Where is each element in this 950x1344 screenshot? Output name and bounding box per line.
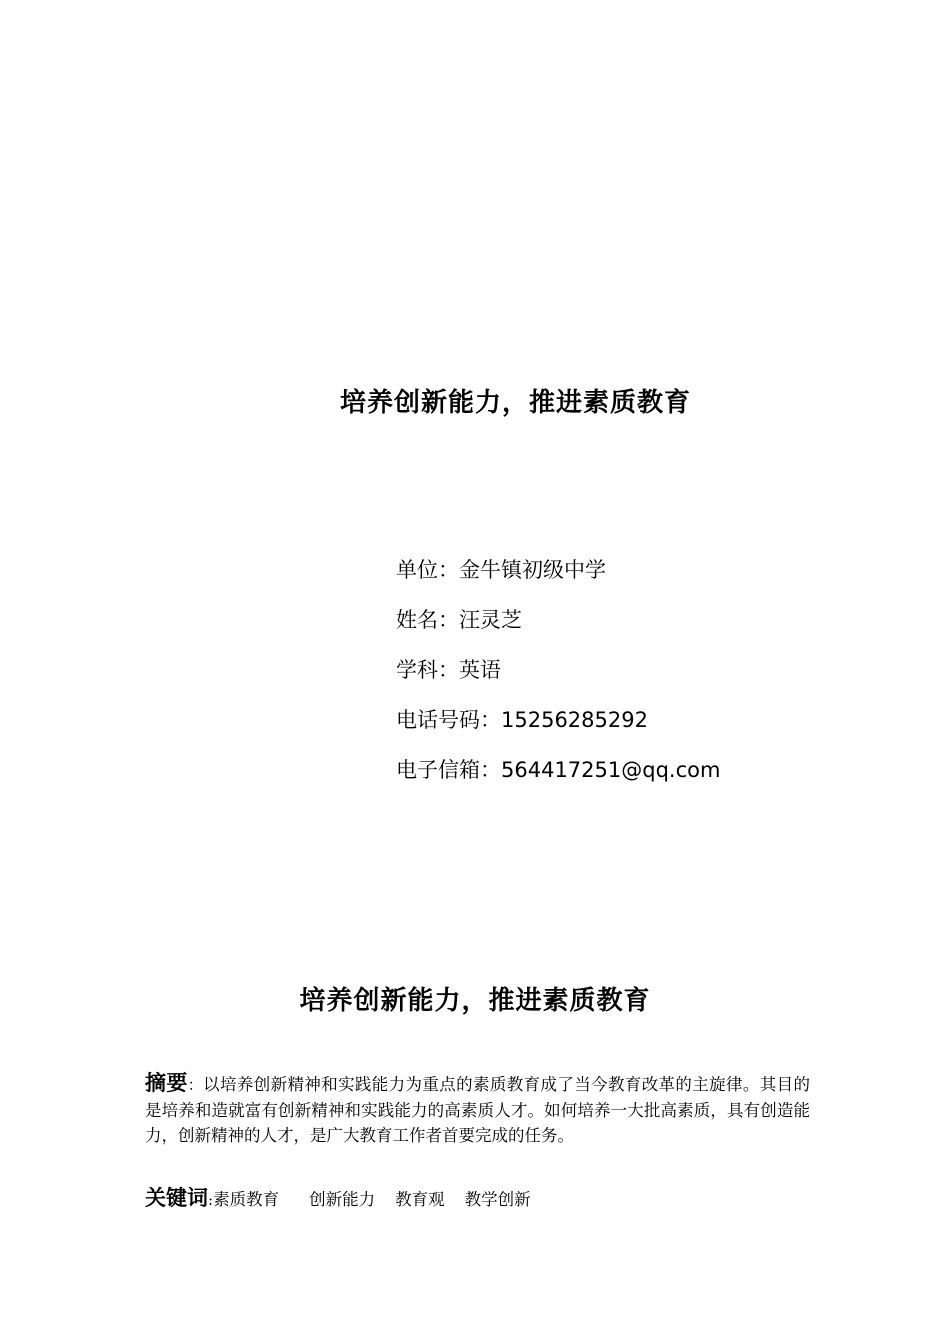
keyword-item: 创新能力 bbox=[309, 1190, 376, 1209]
info-row-email bbox=[396, 745, 720, 795]
abstract bbox=[145, 1071, 810, 1148]
info-label: 学科： bbox=[396, 658, 459, 682]
keyword-item: 素质教育 bbox=[213, 1190, 280, 1209]
keywords-label: 关键词 bbox=[145, 1186, 208, 1210]
article-title: 培养创新能力，推进素质教育 bbox=[299, 986, 651, 1016]
info-label: 电话号码： bbox=[396, 708, 501, 732]
info-row-phone bbox=[396, 695, 720, 745]
abstract-label: 摘要 bbox=[145, 1071, 188, 1095]
info-label: 单位： bbox=[396, 558, 459, 582]
info-row-subject bbox=[396, 645, 720, 695]
abstract-text: 以培养创新精神和实践能力为重点的素质教育成了当今教育改革的主旋律。其目的是培养和造就富有创新精神和实践能力的高素质人才。如何培养一大批高素质，具有创造能力，创新精神的人才，是广大教育工作者首要完成的任务。 bbox=[145, 1075, 811, 1145]
info-label: 电子信箱： bbox=[396, 758, 501, 782]
info-value: 15256285292 bbox=[501, 708, 648, 732]
author-info bbox=[396, 545, 720, 795]
keywords bbox=[145, 1182, 551, 1212]
keyword-item: 教育观 bbox=[395, 1190, 445, 1209]
abstract-colon: ： bbox=[187, 1076, 204, 1094]
keywords-colon: : bbox=[208, 1191, 214, 1209]
cover-title: 培养创新能力，推进素质教育 bbox=[340, 388, 692, 418]
info-value: 564417251@qq.com bbox=[501, 758, 721, 782]
info-row-unit bbox=[396, 545, 720, 595]
info-value: 汪灵芝 bbox=[459, 608, 522, 632]
info-label: 姓名： bbox=[396, 608, 459, 632]
info-row-name bbox=[396, 595, 720, 645]
info-value: 金牛镇初级中学 bbox=[459, 558, 606, 582]
info-value: 英语 bbox=[459, 658, 501, 682]
keyword-item: 教学创新 bbox=[464, 1190, 531, 1209]
